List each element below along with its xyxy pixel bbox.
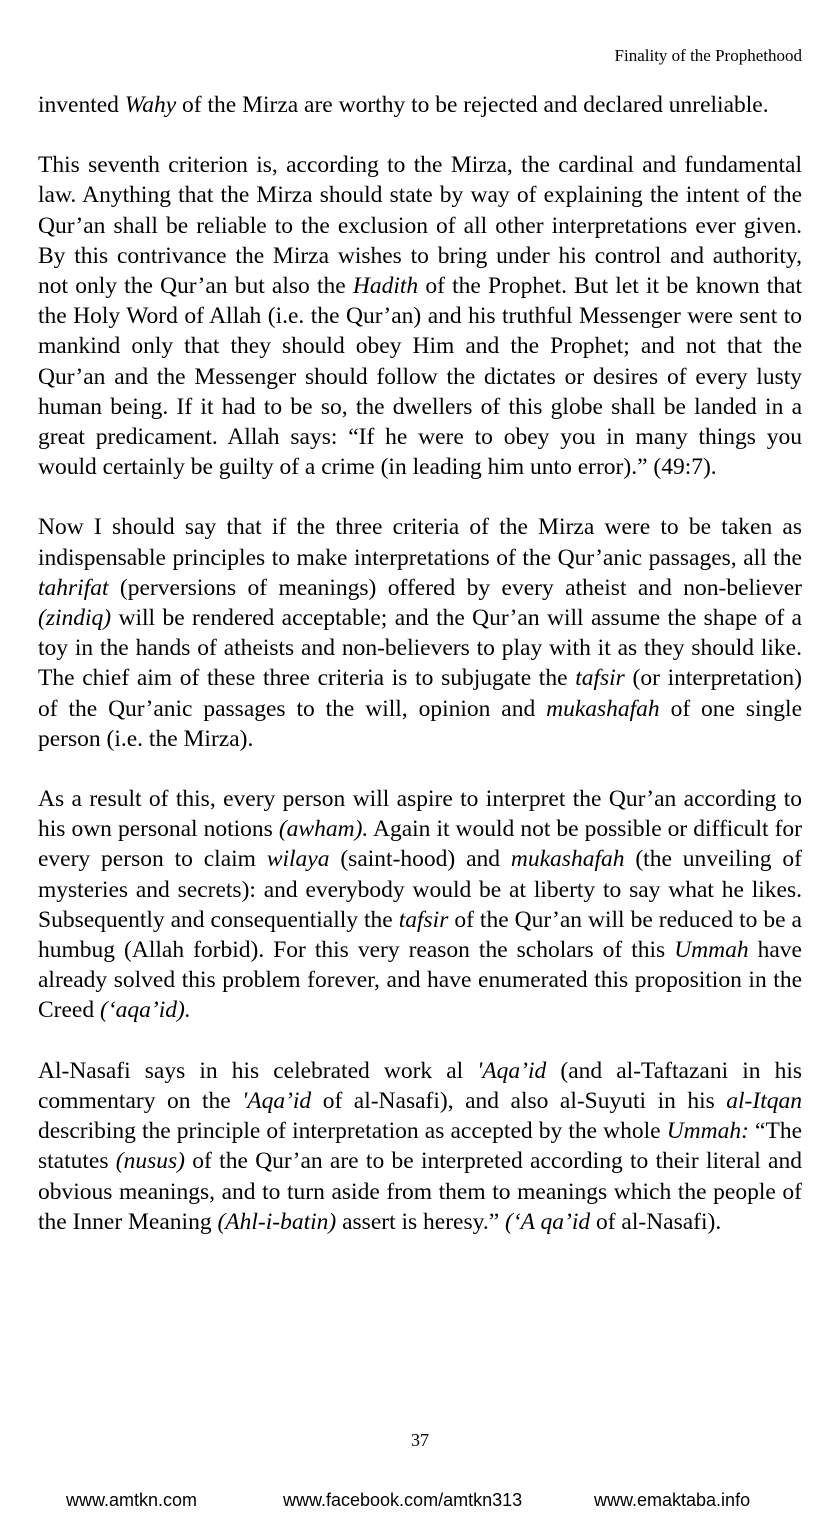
- page-number: 37: [411, 1430, 429, 1450]
- paragraph-2: This seventh criterion is, according to the Mirza, the cardinal and fundamental law. Anything that the Mirza should state by way of explaining the intent of the Qur’an shall be reliable to the exclusion of all other interpretations ever given. By this contrivance the Mirza wishes to bring under his control and authority, not only the Qur’an but also the Hadith of the Prophet. But let it be known that the Holy Word of Allah (i.e. the Qur’an) and his truthful Messenger were sent to mankind only that they should obey Him and the Prophet; and not that the Qur’an and the Messenger should follow the dictates or desires of every lusty human being. If it had to be so, the dwellers of this globe shall be landed in a great predicament. Allah says: “If he were to obey you in many things you would certainly be guilty of a crime (in leading him unto error).” (49:7).: [38, 152, 802, 481]
- body-text: [38, 90, 802, 1267]
- footer-link-amtkn[interactable]: www.amtkn.com: [66, 1490, 198, 1510]
- paragraph-1: invented Wahy of the Mirza are worthy to be rejected and declared unreliable.: [38, 92, 769, 118]
- paragraph-5: Al-Nasafi says in his celebrated work al 'Aqa’id (and al-Taftazani in his commentary on the 'Aqa’id of al-Nasafi), and also al-Suyuti in his al-Itqan describing the principle of interpretation as accepted by the whole Ummah: “The statutes (nusus) of the Qur’an are to be interpreted according to their literal and obvious meanings, and to turn aside from them to meanings which the people of the Inner Meaning (Ahl-i-batin) assert is heresy.” (‘A qa’id of al-Nasafi).: [38, 1057, 803, 1235]
- footer-link-emaktaba[interactable]: www.emaktaba.info: [594, 1490, 751, 1510]
- paragraph-3: Now I should say that if the three criteria of the Mirza were to be taken as indispensable principles to make interpretations of the Qur’anic passages, all the tahrifat (perversions of meanings) offered by every atheist and non-believer (zindiq) will be rendered acceptable; and the Qur’an will assume the shape of a toy in the hands of atheists and non-believers to play with it as they should like. The chief aim of these three criteria is to subjugate the tafsir (or interpretation) of the Qur’anic passages to the will, opinion and mukashafah of one single person (i.e. the Mirza).: [38, 514, 803, 752]
- footer-link-facebook[interactable]: www.facebook.com/amtkn313: [283, 1490, 523, 1510]
- paragraph-4: As a result of this, every person will aspire to interpret the Qur’an according to his own personal notions (awham). Again it would not be possible or difficult for every person to claim wilaya (saint-hood) and mukashafah (the unveiling of mysteries and secrets): and everybody would be at liberty to say what he likes. Subsequently and consequentially the tafsir of the Qur’an will be reduced to be a humbug (Allah forbid). For this very reason the scholars of this Ummah have already solved this problem forever, and have enumerated this proposition in the Creed (‘aqa’id).: [38, 786, 802, 1024]
- running-header: Finality of the Prophethood: [614, 46, 802, 65]
- footer: [0, 1490, 840, 1514]
